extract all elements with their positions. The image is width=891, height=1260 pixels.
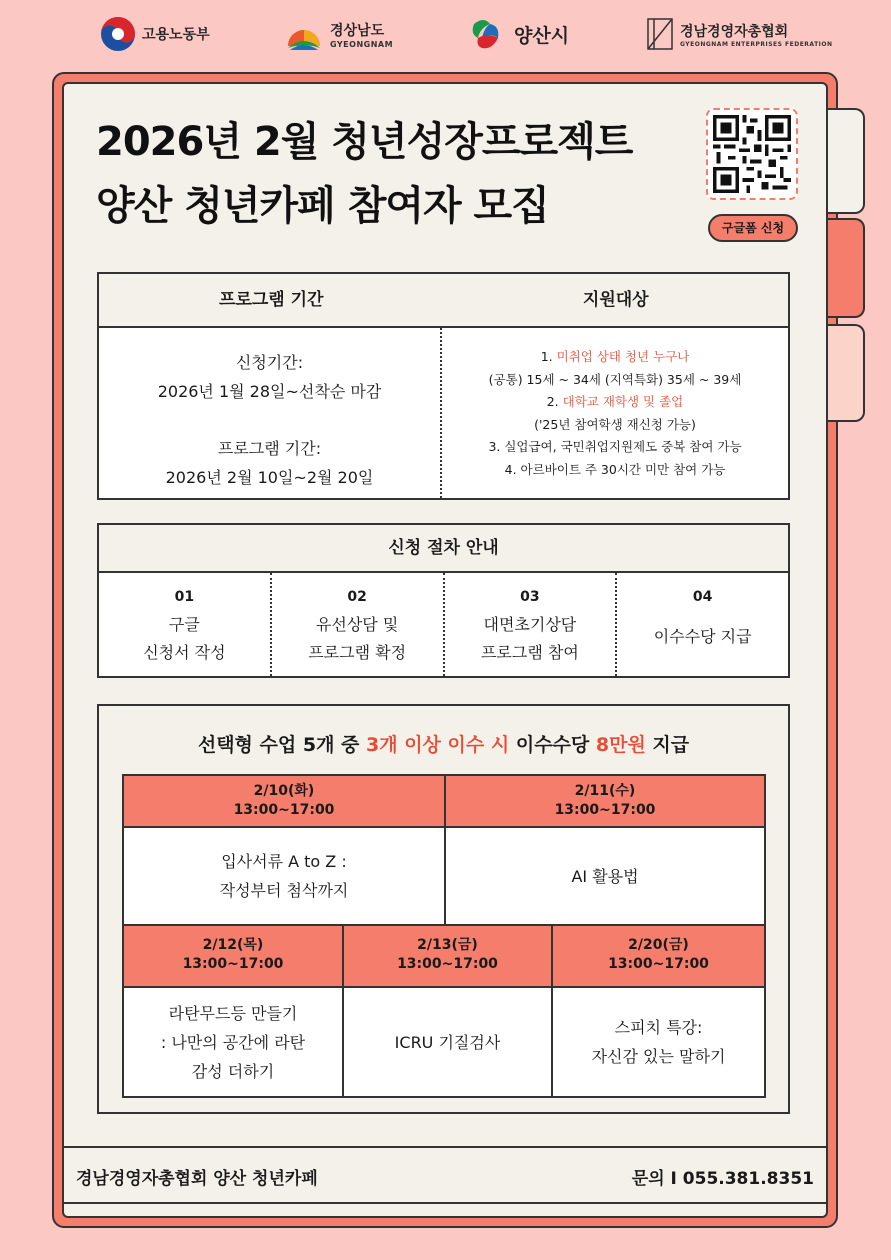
program-period-value: 2026년 2월 10일~2월 20일 [165,468,374,487]
moel-logo [100,14,210,54]
target-cell [440,328,788,498]
class-0213: ICRU 기질검사 [342,988,551,1096]
gyeongnam-name-en: GYEONGNAM [330,39,394,49]
yangsan-emblem-icon [468,16,508,52]
step-text-line-1: 구글 [168,615,200,634]
google-form-apply-button[interactable]: 구글폼 신청 [708,214,798,242]
organizer-name: 경남경영자총협회 양산 청년카페 [76,1169,318,1189]
class-header-0220: 2/20(금) 13:00~17:00 [551,926,764,988]
schedule-row-1 [122,774,766,926]
class-header-0210: 2/10(화) 13:00~17:00 [124,776,444,828]
moel-name: 고용노동부 [142,27,210,43]
step-text-line-2: 프로그램 확정 [308,643,407,662]
step-text-line-1: 유선상담 및 [315,615,399,634]
kef-logo [646,14,833,54]
target-item-4: 4. 아르바이트 주 30시간 미만 참여 가능 [504,461,726,477]
gyeongnam-emblem-icon [284,16,324,52]
yangsan-name: 양산시 [514,24,570,47]
gyeongnam-logo [284,14,393,54]
class-0220: 스피치 특강: 자신감 있는 말하기 [551,988,764,1096]
step-02 [270,573,443,676]
kef-emblem-icon [646,17,674,51]
program-period-label: 프로그램 기간: [217,439,322,458]
target-header: 지원대상 [582,290,649,310]
class-0210: 입사서류 A to Z : 작성부터 첨삭까지 [219,852,349,900]
logo-bar [0,0,891,70]
step-number: 04 [692,589,713,605]
program-period-header: 프로그램 기간 [219,290,324,310]
kef-name: 경남경영자총협회 [680,23,789,40]
step-number: 01 [174,589,195,605]
target-item-1-age: (공통) 15세 ~ 34세 (지역특화) 35세 ~ 39세 [488,371,742,387]
step-number: 03 [520,589,540,605]
step-01 [99,573,270,676]
application-steps [97,523,790,678]
title-line-2: 양산 청년카페 참여자 모집 [96,183,549,229]
apply-period-label: 신청기간: [235,353,304,372]
class-header-0212: 2/12(목) 13:00~17:00 [124,926,342,988]
target-item-3: 3. 실업급여, 국민취업지원제도 중복 참여 가능 [488,439,742,454]
yangsan-logo [468,14,569,54]
qr-code[interactable] [706,108,798,200]
step-03 [443,573,616,676]
target-item-2: 2. 대학교 재학생 및 졸업 [546,394,684,409]
program-info-table [97,272,790,500]
step-04 [615,573,788,676]
title-line-1: 2026년 2월 청년성장프로젝트 [96,119,633,165]
kef-name-en: GYEONGNAM ENTERPRISES FEDERATION [680,40,833,48]
class-schedule [97,704,790,1114]
schedule-row-2 [122,924,766,1098]
class-schedule-heading: 선택형 수업 5개 중 3개 이상 이수 시 이수수당 8만원 지급 [197,734,690,756]
steps-title: 신청 절차 안내 [99,525,788,573]
taegeuk-icon [100,16,136,52]
class-header-0213: 2/13(금) 13:00~17:00 [342,926,551,988]
target-item-1: 1. 미취업 상태 청년 누구나 [540,349,690,364]
class-0212: 라탄무드등 만들기 : 나만의 공간에 라탄 감성 더하기 [160,1003,306,1081]
program-period-cell [99,328,440,498]
gyeongnam-name: 경상남도 [330,22,385,39]
qr-code-icon [713,115,791,193]
poster-footer [64,1146,826,1204]
target-item-2-note: ('25년 참여학생 재신청 가능) [534,416,696,432]
class-0211: AI 활용법 [444,828,764,924]
step-text-line-1: 대면초기상담 [483,615,577,634]
apply-period-value: 2026년 1월 28일~선착순 마감 [157,382,382,401]
contact-phone: 문의 I 055.381.8351 [631,1169,814,1189]
step-text-line-2: 신청서 작성 [143,643,226,662]
step-text-line-2: 프로그램 참여 [480,643,579,662]
poster-title [96,110,696,238]
step-number: 02 [347,589,367,605]
class-header-0211: 2/11(수) 13:00~17:00 [444,776,764,828]
step-text-line-1: 이수수당 지급 [653,627,752,646]
